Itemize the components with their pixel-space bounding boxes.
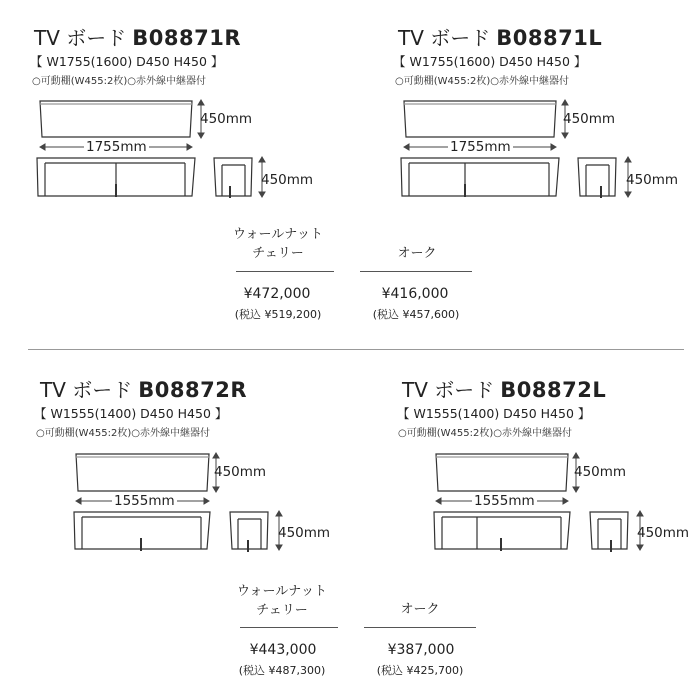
wood-underline [240, 627, 338, 628]
wood-underline [236, 271, 334, 272]
wood-type-walnut-cherry [222, 225, 334, 263]
title-prefix: TV ボード [402, 378, 495, 402]
furniture-drawing [0, 350, 700, 700]
width-label: 1555mm [114, 493, 175, 509]
product-code: B08871L [496, 26, 603, 50]
product-code: B08872L [500, 378, 607, 402]
wood-underline [364, 627, 476, 628]
product-options: ○可動棚(W455:2枚)○赤外線中継器付 [395, 76, 569, 87]
side-height-label: 450mm [637, 525, 690, 541]
wood-type-walnut-cherry [226, 582, 338, 620]
wood-name: オーク [397, 246, 437, 261]
width-label: 1755mm [86, 139, 147, 155]
wood-name: オーク [400, 602, 440, 617]
price: ¥416,000 [381, 286, 449, 302]
price-tax-included: (税込 ¥425,700) [376, 664, 464, 677]
product-code: B08871R [132, 26, 242, 50]
side-height-label: 450mm [261, 172, 314, 188]
wood-name: ウォールナット [237, 584, 327, 599]
height-label: 450mm [574, 464, 627, 480]
height-label: 450mm [200, 111, 253, 127]
title-prefix: TV ボード [34, 26, 127, 50]
product-options: ○可動棚(W455:2枚)○赤外線中継器付 [36, 428, 210, 439]
wood-name: ウォールナット [233, 227, 323, 242]
price: ¥472,000 [243, 286, 311, 302]
price-tax-included: (税込 ¥457,600) [372, 308, 460, 321]
wood-name: チェリー [256, 603, 308, 618]
width-label: 1755mm [450, 139, 511, 155]
price-tax-included: (税込 ¥487,300) [238, 664, 326, 677]
title-prefix: TV ボード [398, 26, 491, 50]
height-label: 450mm [214, 464, 267, 480]
price-tax-included: (税込 ¥519,200) [234, 308, 322, 321]
height-label: 450mm [563, 111, 616, 127]
title-prefix: TV ボード [40, 378, 133, 402]
side-height-label: 450mm [626, 172, 679, 188]
product-dimensions: 【 W1755(1600) D450 H450 】 [30, 54, 224, 69]
product-options: ○可動棚(W455:2枚)○赤外線中継器付 [398, 428, 572, 439]
side-height-label: 450mm [278, 525, 331, 541]
price: ¥387,000 [387, 642, 455, 658]
wood-type-oak [362, 244, 472, 263]
product-code: B08872R [138, 378, 248, 402]
price: ¥443,000 [249, 642, 317, 658]
wood-underline [360, 271, 472, 272]
product-options: ○可動棚(W455:2枚)○赤外線中継器付 [32, 76, 206, 87]
product-dimensions: 【 W1755(1600) D450 H450 】 [393, 54, 587, 69]
product-dimensions: 【 W1555(1400) D450 H450 】 [34, 406, 228, 421]
wood-name: チェリー [252, 246, 304, 261]
wood-type-oak [364, 600, 476, 619]
product-dimensions: 【 W1555(1400) D450 H450 】 [397, 406, 591, 421]
width-label: 1555mm [474, 493, 535, 509]
